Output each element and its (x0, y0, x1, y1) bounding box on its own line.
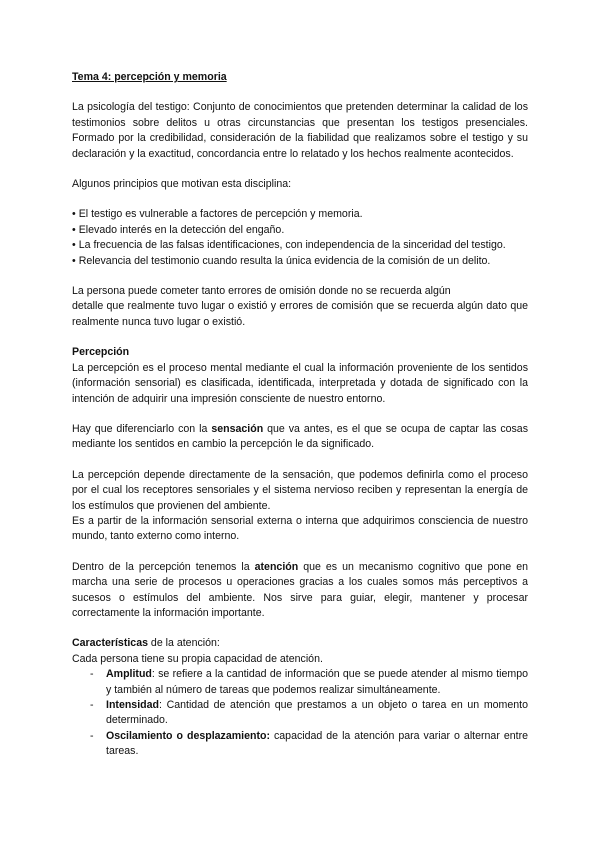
list-item: • El testigo es vulnerable a factores de percepción y memoria. (72, 207, 528, 222)
principles-list (72, 207, 528, 269)
attention-characteristics-list (72, 667, 528, 759)
attention-text-after: que es un mecanismo cognitivo que pone en marcha una serie de procesos u operaciones gracias a los cuales somos más perceptivos a sucesos o estímulos del ambiente. Nos sirve para guiar, elegir, mantener y procesar correctamente la información importante. (72, 560, 528, 619)
characteristic-term: Oscilamiento o desplazamiento: (106, 729, 270, 742)
attention-heading-rest: de la atención: (147, 637, 220, 650)
list-item (72, 667, 528, 698)
errors-line-1: La persona puede cometer tanto errores de omisión donde no se recuerda algún (72, 285, 451, 298)
characteristic-term: Amplitud (106, 668, 152, 681)
intro-paragraph: La psicología del testigo: Conjunto de conocimientos que pretenden determinar la calidad de los testimonios sobre delitos u otras circunstancias que presentan los testigos presenciales. Formado por la credibilidad, consideración de la fiabilidad que realizamos sobre el testigo y su declaración y la exactitud, concordancia entre lo relatado y los hechos realmente acontecidos. (72, 101, 528, 160)
characteristic-desc: : se refiere a la cantidad de información que se puede atender al mismo tiempo y también al número de tareas que podemos realizar simultáneamente. (106, 668, 528, 696)
perception-heading: Percepción (72, 346, 130, 359)
perception-paragraph-2 (72, 422, 528, 453)
characteristic-term: Intensidad (106, 699, 159, 711)
sensation-text-after: que va antes, es el que se ocupa de captar las cosas mediante los sentidos en cambio la percepción le da significado. (72, 422, 528, 451)
document-page (72, 70, 528, 760)
characteristic-desc: capacidad de la atención para variar o alternar entre tareas. (106, 729, 528, 758)
list-item (72, 698, 528, 729)
perception-paragraph-1: La percepción es el proceso mental mediante el cual la información proveniente de los sentidos (información sensorial) es clasificada, identificada, interpretada y dotada de significado con la intención de adquirir una impresión consciente de nuestro entorno. (72, 361, 528, 405)
characteristic-desc: : Cantidad de atención que prestamos a un objeto o tarea en un momento determinado. (106, 699, 528, 727)
attention-intro: Cada persona tiene su propia capacidad de atención. (72, 652, 323, 665)
attention-text-before: Dentro de la percepción tenemos la (72, 560, 255, 573)
list-item: • Relevancia del testimonio cuando resulta la única evidencia de la comisión de un delito. (72, 254, 528, 269)
list-item: • Elevado interés en la detección del engaño. (72, 223, 528, 238)
list-item: • La frecuencia de las falsas identificaciones, con independencia de la sinceridad del testigo. (72, 238, 528, 253)
errors-line-2: detalle que realmente tuvo lugar o existió y errores de comisión que se recuerda algún dato que realmente nunca tuvo lugar o existió. (72, 300, 528, 328)
attention-heading-bold: Características (72, 637, 148, 650)
page-title: Tema 4: percepción y memoria (72, 71, 227, 83)
perception-paragraph-3: La percepción depende directamente de la sensación, que podemos definirla como el proceso por el cual los receptores sensoriales y el sistema nervioso reciben y representan la energía de los estímulos que provienen del ambiente. (72, 468, 528, 512)
perception-paragraph-4: Es a partir de la información sensorial externa o interna que adquirimos consciencia de nuestro mundo, tanto externo como interno. (72, 514, 528, 543)
sensation-text-before: Hay que diferenciarlo con la (72, 422, 212, 435)
list-item (72, 729, 528, 760)
perception-paragraph-5 (72, 560, 528, 622)
principles-intro: Algunos principios que motivan esta disciplina: (72, 178, 292, 191)
attention-term: atención (254, 560, 299, 573)
attention-heading (72, 636, 528, 651)
sensation-term: sensación (211, 422, 264, 435)
